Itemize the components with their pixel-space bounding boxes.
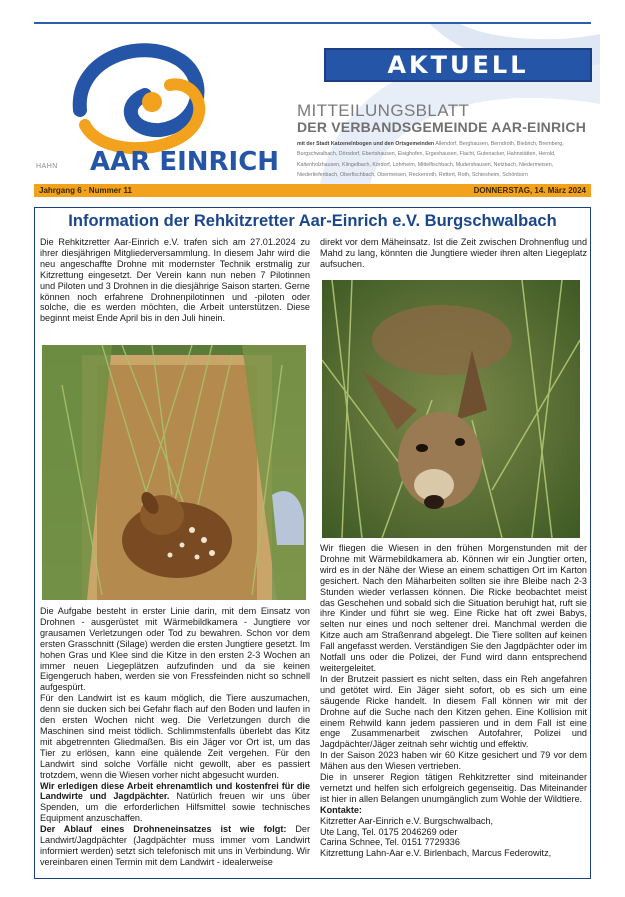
- paragraph-farmer: Für den Landwirt ist es kaum möglich, die Tiere auszumachen, denn sie ducken sich bei Gefahr flach auf den Boden und laufen in den ersten Wochen nicht weg. Die Verletzungen durch die Maschinen sind meist tödlich. Schlimmstenfalls überlebt das Kitz mit abgetrennten Gliedmaßen. Bis ein Jäger vor Ort ist, um das Tier zu erlösen, kann eine quälende Zeit vergehen. Für den Landwirt sind solche Vorfälle nicht gewollt, aber es passiert trotzdem, wenn die Wiesen vorher nicht abgesucht wurden.: [40, 693, 310, 780]
- column-2-body: [320, 543, 587, 859]
- procedure-text: Der Landwirt/Jagdpächter (Jagdpächter muss immer vom Landwirt informiert werden) setzt sich telefonisch mit uns in Verbindung. Wir vereinbaren einen Termin mit dem Landwirt - idealerweise: [40, 824, 310, 867]
- article-headline: Information der Rehkitzretter Aar-Einrich e.V. Burgschwalbach: [68, 212, 557, 230]
- paragraph-volunteer: [40, 781, 310, 825]
- paragraph-flight: Wir fliegen die Wiesen in den frühen Morgenstunden mit der Drohne mit Wärmebildkamera ab. Können wir ein Jungtier orten, wird es in der Nähe der Wiese an einem schattigen Ort im Karton gesichert. Nach den Mäharbeiten sollten sie ihre Bleibe nach 2-3 Stunden wieder verlassen können. Die Ricke beobachtet meist das Geschehen und sobald sich die Situation beruhigt hat, ruft sie ihre Kinder und führt sie weg. Eine Ricke hat oft zwei Babys, selten nur eines und noch seltener drei. Manchmal werden die Kitze auch am Straßenrand abgelegt. Die Tiere sollten auf keinen Fall angefasst werden. Verständigen Sie den Jagdpächter oder im Notfall uns oder die Polizei, der Fund wird dann entsprechend weitergeleitet.: [320, 543, 587, 673]
- paragraph-season: In der Saison 2023 haben wir 60 Kitze gesichert und 79 vor dem Mähen aus den Wiesen vertrieben.: [320, 750, 587, 772]
- issue-date: DONNERSTAG, 14. März 2024: [473, 186, 586, 195]
- contact-line: Kitzretter Aar-Einrich e.V. Burgschwalbach,: [320, 815, 494, 826]
- photo-fawn-in-box: [42, 345, 306, 600]
- logo-text: AAR EINRICH: [90, 147, 280, 177]
- volunteer-text: Natürlich freuen wir uns über Spenden, um die erforderlichen Hilfsmittel sowie technisches Equipment anzuschaffen.: [40, 791, 310, 824]
- paragraph-continuation: direkt vor dem Mäheinsatz. Ist die Zeit zwischen Drohnenflug und Mahd zu lang, könnten die Jungtiere wieder ihren alten Liegeplatz aufsuchen.: [320, 237, 587, 269]
- contact-line: Kitzrettung Lahn-Aar e.V. Birlenbach, Marcus Federowitz,: [320, 848, 552, 859]
- paragraph-procedure: [40, 824, 310, 868]
- article-box: [34, 207, 591, 879]
- paragraph-task: Die Aufgabe besteht in erster Linie darin, mit dem Einsatz von Drohnen - ausgerüstet mit Wärmebildkamera - Jungtiere vor grausamen Verletzungen oder Tod zu bewahren. Schon vor dem ersten Grasschnitt (Silage) werden die ersten Jungtiere gesetzt. Im hohen Gras und Klee sind die Kitze in den ersten 2-3 Wochen an immer neuen Liegeplätzen aufzufinden und da sie keinen Eigengeruch haben, werden sie von Fressfeinden nicht so schnell aufgespürt.: [40, 606, 310, 693]
- column-1-intro: [40, 237, 310, 324]
- municipalities-names: Allendorf, Berghausen, Berndroth, Biebrich, Bremberg, Burgschwalbach, Dörsdorf, Ebertshausen, Eisighofen, Ergeshausen, Flacht, Gutenacker, Hahnstätten, Herold, Kaltenholzhausen, Klingelbach, Kördorf, Lohrheim, Mittelfischbach, Mudershausen, Netzbach, Niedermeisen, Niedertiefenbach, Oberfischbach, Obermeisen, Reckenroth, Rettert, Roth, Schiesheim, Schönborn: [297, 141, 564, 179]
- paragraph-intro: Die Rehkitzretter Aar-Einrich e.V. trafen sich am 27.01.2024 zu ihrer diesjährigen Mitgliederversammlung. In diesem Jahr wird die neu angeschaffte Drohne mit modernster Technik erstmalig zur Kitzrettung eingesetzt. Der Verein kann nun neben 7 Pilotinnen und Piloten und 3 Drohnen in die diesjährige Saison starten. Gerne können noch erfahrene Drohnenpilotinnen und -piloten oder solche, die es werden möchten, die Arbeit unterstützen. Diese beginnt meist Ende April bis in den Juli hinein.: [40, 237, 310, 324]
- contact-line: Carina Schnee, Tel. 0151 7729336: [320, 837, 460, 848]
- procedure-bold: Der Ablauf eines Drohneneinsatzes ist wie folgt:: [40, 824, 287, 835]
- newsletter-subtitle: DER VERBANDSGEMEINDE AAR-EINRICH: [297, 119, 587, 135]
- paragraph-breeding: In der Brutzeit passiert es nicht selten, dass ein Reh angefahren und getötet wird. Ein Jäger sieht sofort, ob es sich um eine säugende Ricke handelt. In diesem Fall können wir mit der Drohne auf die Suche nach den Kitzen gehen. Eine Kollision mit einem Rehwild kann jedem passieren und in dem Fall ist eine enge Zusammenarbeit zwischen Autofahrer, Polizei und Jagdpächter/Jäger zeitnah sehr wichtig und effektiv.: [320, 673, 587, 750]
- issue-number: Jahrgang 6 · Nummer 11: [39, 186, 132, 195]
- photo-fawn-in-grass: [322, 280, 580, 538]
- issue-info-bar: [34, 184, 591, 197]
- aar-einrich-logo: [60, 30, 280, 180]
- column-2-top: [320, 237, 587, 270]
- hahn-label: HAHN: [36, 163, 58, 170]
- newsletter-title: MITTEILUNGSBLATT: [297, 101, 470, 120]
- column-1-body: [40, 606, 310, 868]
- contact-line: Ute Lang, Tel. 0175 2046269 oder: [320, 826, 458, 837]
- paragraph-network: Die in unserer Region tätigen Rehkitzretter sind miteinander vernetzt und helfen sich erfolgreich gegenseitig. Das Miteinander ist hier in allen Belangen unumgänglich zum Wohle der Wildtiere.: [320, 772, 587, 804]
- municipalities-prefix: mit der Stadt Katzenelnbogen und den Ortsgemeinden: [297, 141, 435, 147]
- aktuell-banner: [324, 48, 592, 82]
- aktuell-label: AKTUELL: [387, 51, 529, 79]
- volunteer-bold: Wir erledigen diese Arbeit ehrenamtlich und kostenfrei für die Landwirte und Jagdpächter.: [40, 780, 310, 802]
- municipalities-list: [297, 139, 593, 181]
- contacts-heading: Kontakte:: [320, 804, 362, 815]
